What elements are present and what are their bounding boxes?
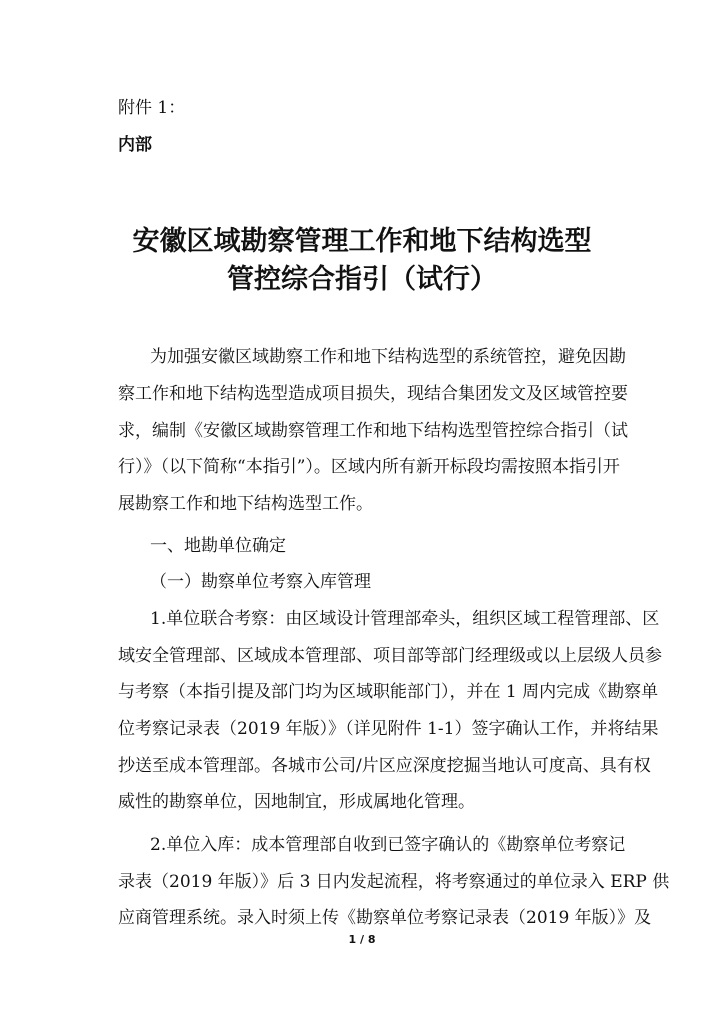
attachment-label: 附件 1： (118, 98, 186, 118)
item-1-line: 威性的勘察单位，因地制宜，形成属地化管理。 (118, 792, 475, 812)
item-1-line: 1.单位联合考察：由区域设计管理部牵头，组织区域工程管理部、区 (150, 609, 660, 629)
item-1-line: 域安全管理部、区域成本管理部、项目部等部门经理级或以上层级人员参 (118, 646, 662, 666)
intro-line: 为加强安徽区域勘察工作和地下结构选型的系统管控，避免因勘 (150, 347, 626, 367)
section-heading: 一、地勘单位确定 (150, 536, 286, 556)
page-number: 1 / 8 (348, 933, 376, 946)
item-2-line: 录表（2019 年版）》后 3 日内发起流程，将考察通过的单位录入 ERP 供 (118, 872, 670, 892)
item-2-line: 应商管理系统。录入时须上传《勘察单位考察记录表（2019 年版）》及 (118, 908, 652, 928)
document-title-line-1: 安徽区域勘察管理工作和地下结构选型 (132, 226, 592, 257)
intro-line: 求，编制《安徽区域勘察管理工作和地下结构选型管控综合指引（试 (118, 421, 628, 441)
intro-line: 展勘察工作和地下结构选型工作。 (118, 494, 373, 514)
item-1-line: 与考察（本指引提及部门均为区域职能部门），并在 1 周内完成《勘察单 (118, 682, 659, 702)
document-title-line-2: 管控综合指引（试行） (227, 264, 497, 295)
item-1-line: 位考察记录表（2019 年版）》（详见附件 1-1）签字确认工作，并将结果 (118, 719, 659, 739)
item-2-line: 2.单位入库：成本管理部自收到已签字确认的《勘察单位考察记 (150, 835, 626, 855)
item-1-line: 抄送至成本管理部。各城市公司/片区应深度挖掘当地认可度高、具有权 (118, 756, 651, 776)
intro-line: 行）》（以下简称“本指引”）。区域内所有新开标段均需按照本指引开 (118, 457, 620, 477)
subsection-heading: （一）勘察单位考察入库管理 (150, 572, 371, 592)
intro-line: 察工作和地下结构选型造成项目损失，现结合集团发文及区域管控要 (118, 384, 628, 404)
classification-label: 内部 (118, 135, 152, 155)
